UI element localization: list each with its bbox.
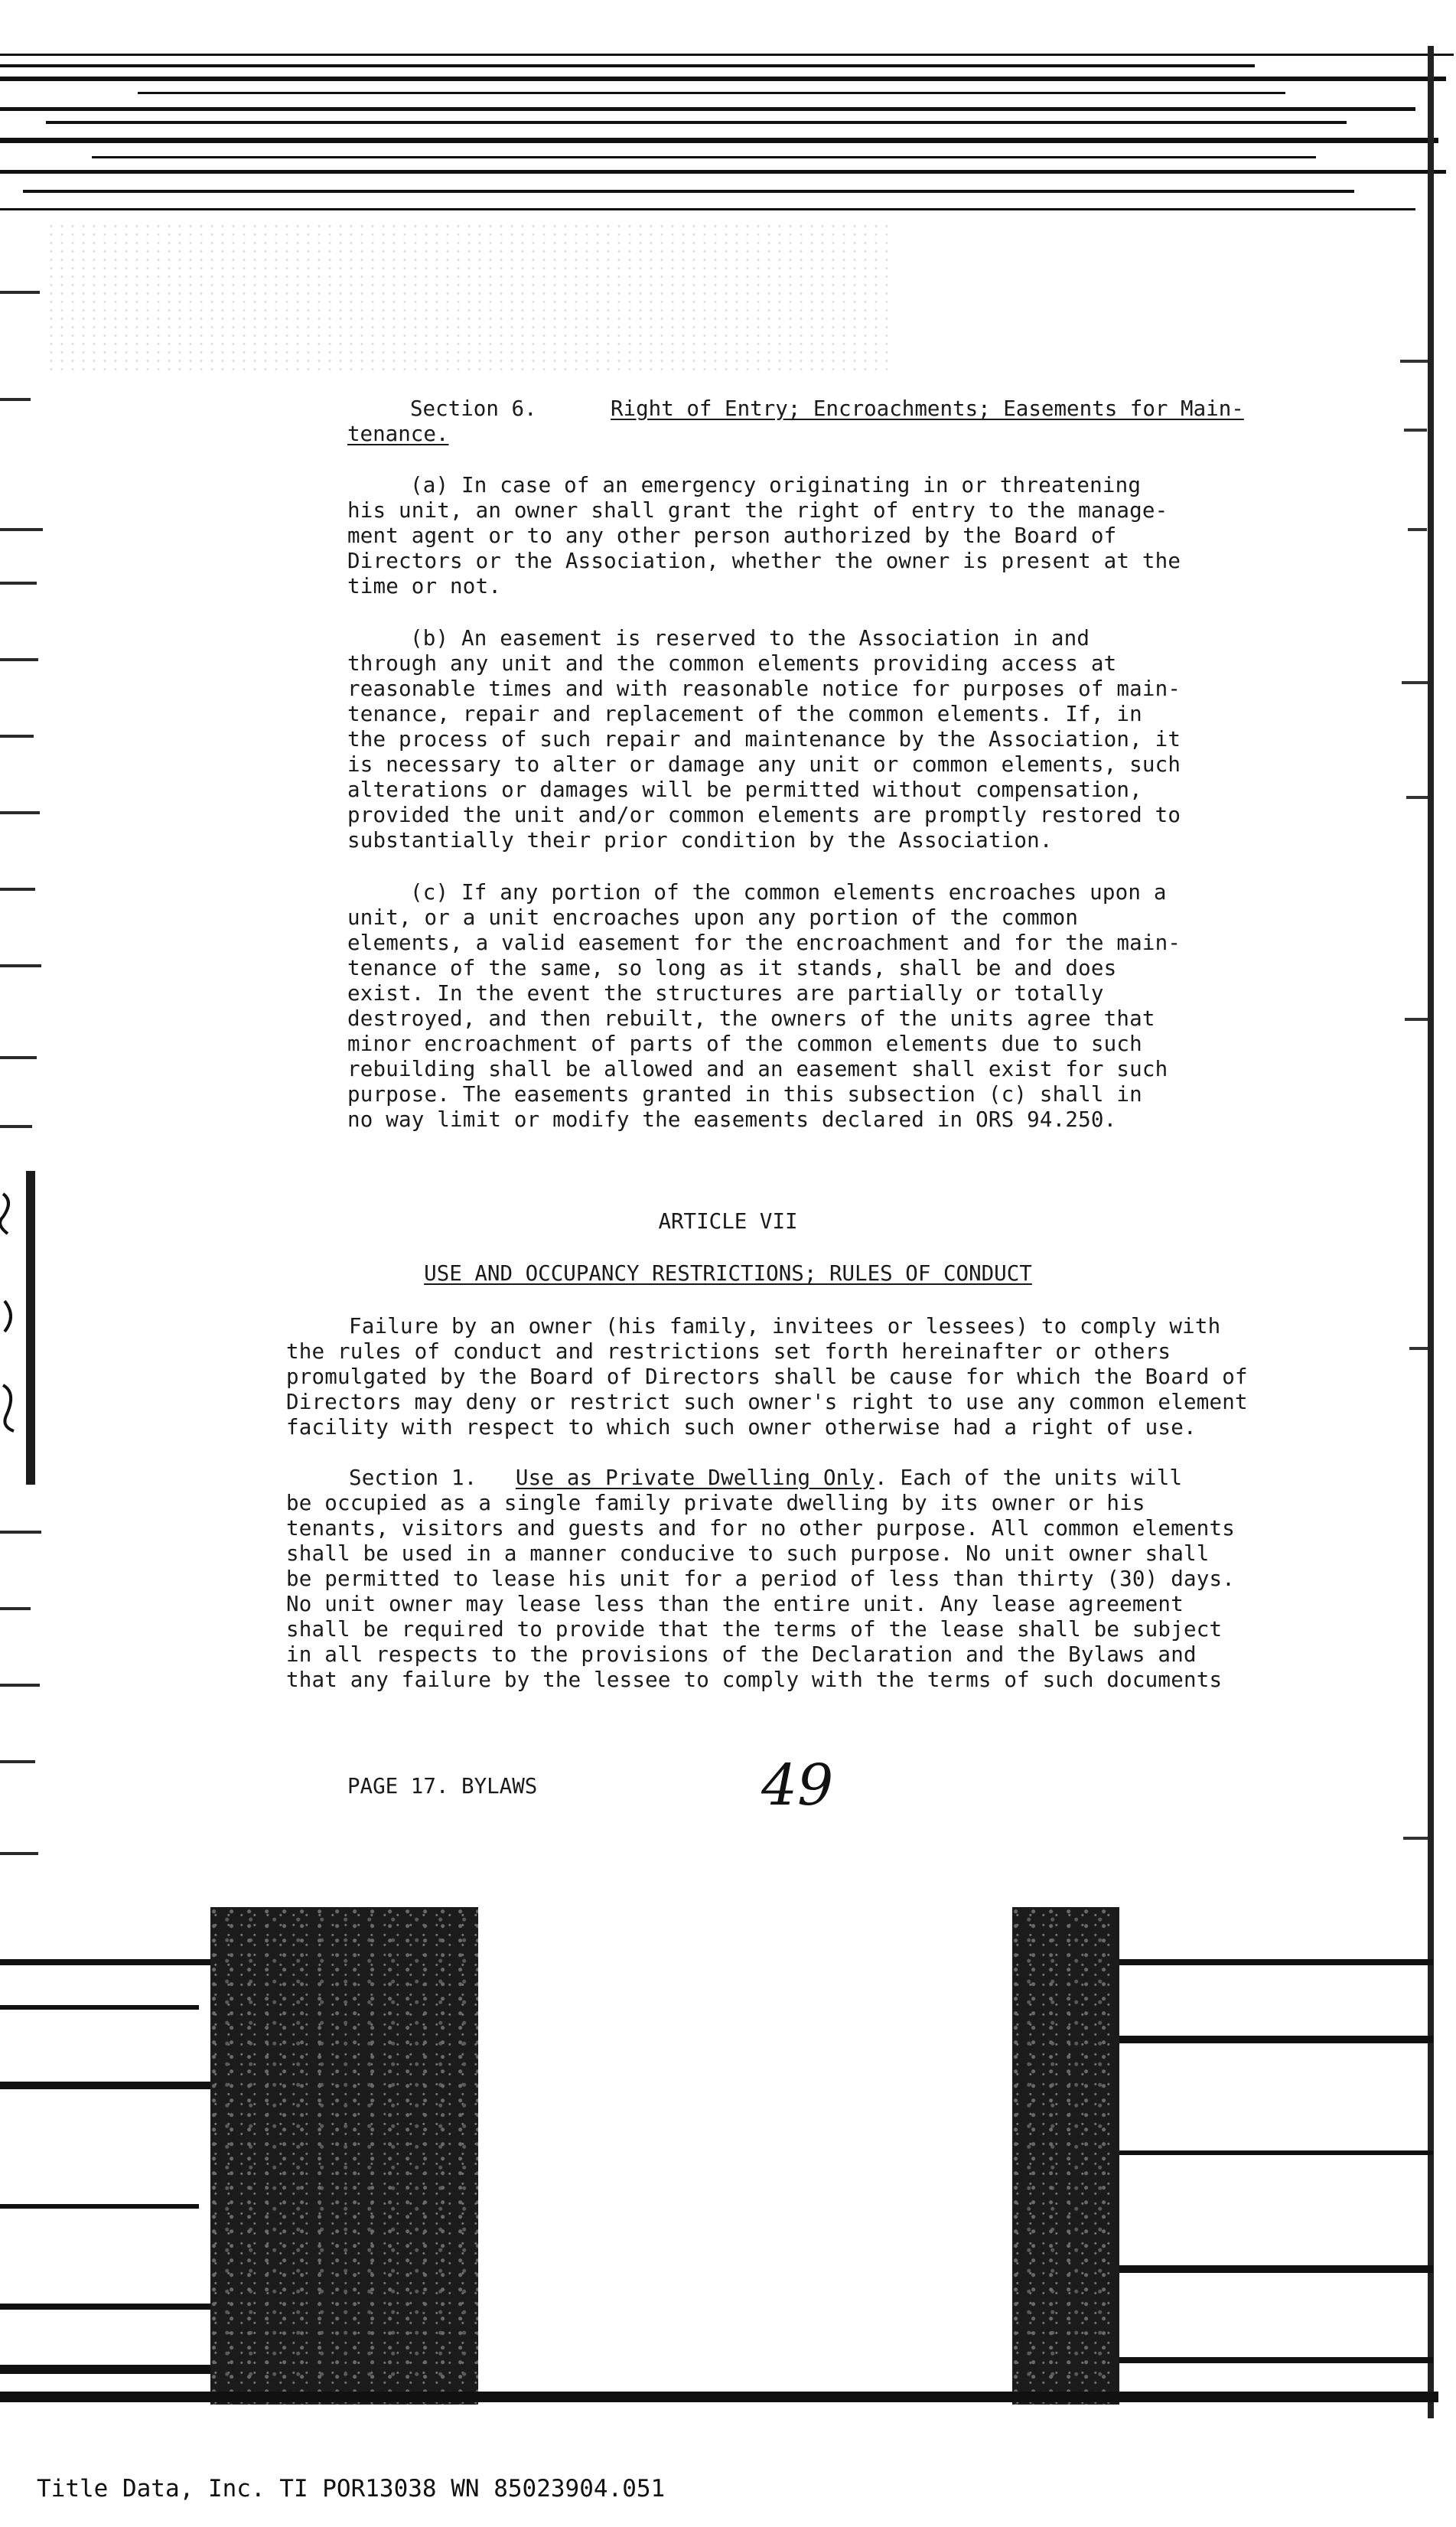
paragraph-a-line: time or not. (347, 574, 502, 598)
article-title (0, 1261, 1456, 1286)
paragraph-a-line: Directors or the Association, whether the owner is present at the (347, 549, 1181, 573)
paragraph-c (347, 880, 1181, 1133)
bottom-scan-band-right-5 (1119, 2357, 1433, 2363)
paragraph-b-line: substantially their prior condition by the Association. (347, 828, 1053, 853)
bottom-scan-band-left-5 (0, 2304, 210, 2310)
paragraph-c-line: (c) If any portion of the common elements encroaches upon a (410, 880, 1167, 905)
title-data-stamp: Title Data, Inc. TI POR13038 WN 85023904.051 (37, 2475, 666, 2503)
article-intro-paragraph (286, 1314, 1248, 1440)
paragraph-b-line: the process of such repair and maintenance by the Association, it (347, 727, 1181, 752)
paragraph-b-line: provided the unit and/or common elements are promptly restored to (347, 803, 1181, 827)
section-1-first-line (286, 1466, 1235, 1491)
paragraph-c-line: unit, or a unit encroaches upon any portion of the common (347, 905, 1079, 930)
scan-noise-block-left (210, 1907, 478, 2405)
paragraph-b (347, 626, 1181, 853)
paragraph-b-line: alterations or damages will be permitted without compensation, (347, 778, 1142, 802)
intro-line: facility with respect to which such owner otherwise had a right of use. (286, 1415, 1197, 1440)
section-1-line: No unit owner may lease less than the entire unit. Any lease agreement (286, 1592, 1184, 1616)
speckle-noise (46, 222, 888, 375)
article-number: ARTICLE VII (658, 1209, 798, 1234)
section-1-number: Section 1. (349, 1466, 477, 1490)
paragraph-c-line: minor encroachment of parts of the common elements due to such (347, 1032, 1142, 1056)
section-1-line: be permitted to lease his unit for a period of less than thirty (30) days. (286, 1567, 1235, 1591)
section-1-line: be occupied as a single family private dwelling by its owner or his (286, 1491, 1145, 1515)
section-1-line: that any failure by the lessee to comply with the terms of such documents (286, 1668, 1223, 1692)
paragraph-c-line: destroyed, and then rebuilt, the owners of the units agree that (347, 1006, 1155, 1031)
paragraph-a (347, 473, 1181, 599)
scan-noise-block-right (1012, 1907, 1119, 2405)
handwritten-page-number: 49 (761, 1753, 834, 1818)
paragraph-c-line: tenance of the same, so long as it stands, shall be and does (347, 956, 1117, 980)
bottom-scan-band-left-2 (0, 2005, 199, 2010)
paragraph-b-line: is necessary to alter or damage any unit or common elements, such (347, 752, 1181, 777)
paragraph-c-line: no way limit or modify the easements declared in ORS 94.250. (347, 1107, 1117, 1132)
section-1-first-line-rest: . Each of the units will (875, 1466, 1183, 1490)
section-6-title-continued: tenance. (347, 422, 449, 446)
bottom-scan-band-left-6 (0, 2365, 210, 2374)
bottom-scan-band-left (0, 1959, 210, 1965)
paragraph-c-line: purpose. The easements granted in this subsection (c) shall in (347, 1082, 1142, 1107)
paragraph-c-line: elements, a valid easement for the encroachment and for the main- (347, 931, 1181, 955)
article-title-text: USE AND OCCUPANCY RESTRICTIONS; RULES OF CONDUCT (424, 1261, 1032, 1286)
bottom-scan-band-left-3 (0, 2082, 210, 2089)
paragraph-a-line: (a) In case of an emergency originating in or threatening (410, 473, 1142, 497)
bottom-scan-band-right-3 (1119, 2150, 1433, 2155)
paragraph-c-line: rebuilding shall be allowed and an easement shall exist for such (347, 1057, 1168, 1081)
top-scan-noise (0, 47, 1456, 223)
section-1-paragraph (286, 1466, 1235, 1693)
paragraph-b-line: through any unit and the common elements providing access at (347, 651, 1117, 676)
paragraph-a-line: ment agent or to any other person authorized by the Board of (347, 523, 1117, 548)
section-6-number: Section 6. (410, 396, 537, 421)
section-6-title: Right of Entry; Encroachments; Easements for Main- (611, 396, 1244, 421)
paragraph-b-line: reasonable times and with reasonable notice for purposes of main- (347, 677, 1181, 701)
intro-line: the rules of conduct and restrictions set forth hereinafter or others (286, 1339, 1171, 1364)
section-1-line: shall be used in a manner conducive to such purpose. No unit owner shall (286, 1541, 1210, 1566)
intro-line: Directors may deny or restrict such owner's right to use any common element (286, 1390, 1248, 1414)
intro-line: promulgated by the Board of Directors shall be cause for which the Board of (286, 1365, 1248, 1389)
intro-line: Failure by an owner (his family, invitees or lessees) to comply with (349, 1314, 1221, 1338)
paragraph-a-line: his unit, an owner shall grant the right of entry to the manage- (347, 498, 1168, 523)
bottom-scan-band-right (1119, 1959, 1433, 1965)
section-1-line: tenants, visitors and guests and for no other purpose. All common elements (286, 1516, 1235, 1541)
section-1-title: Use as Private Dwelling Only (515, 1466, 875, 1490)
bottom-scan-band-right-4 (1119, 2265, 1433, 2273)
paragraph-c-line: exist. In the event the structures are partially or totally (347, 981, 1104, 1006)
bottom-scan-band-left-4 (0, 2204, 199, 2209)
paragraph-b-line: (b) An easement is reserved to the Association in and (410, 626, 1090, 650)
section-1-line: shall be required to provide that the terms of the lease shall be subject (286, 1617, 1223, 1642)
bottom-scan-band-right-2 (1119, 2036, 1433, 2043)
bottom-scan-band-full (0, 2392, 1438, 2402)
paragraph-b-line: tenance, repair and replacement of the common elements. If, in (347, 702, 1142, 726)
section-1-line: in all respects to the provisions of the Declaration and the Bylaws and (286, 1642, 1197, 1667)
page-footer-label: PAGE 17. BYLAWS (347, 1774, 538, 1798)
